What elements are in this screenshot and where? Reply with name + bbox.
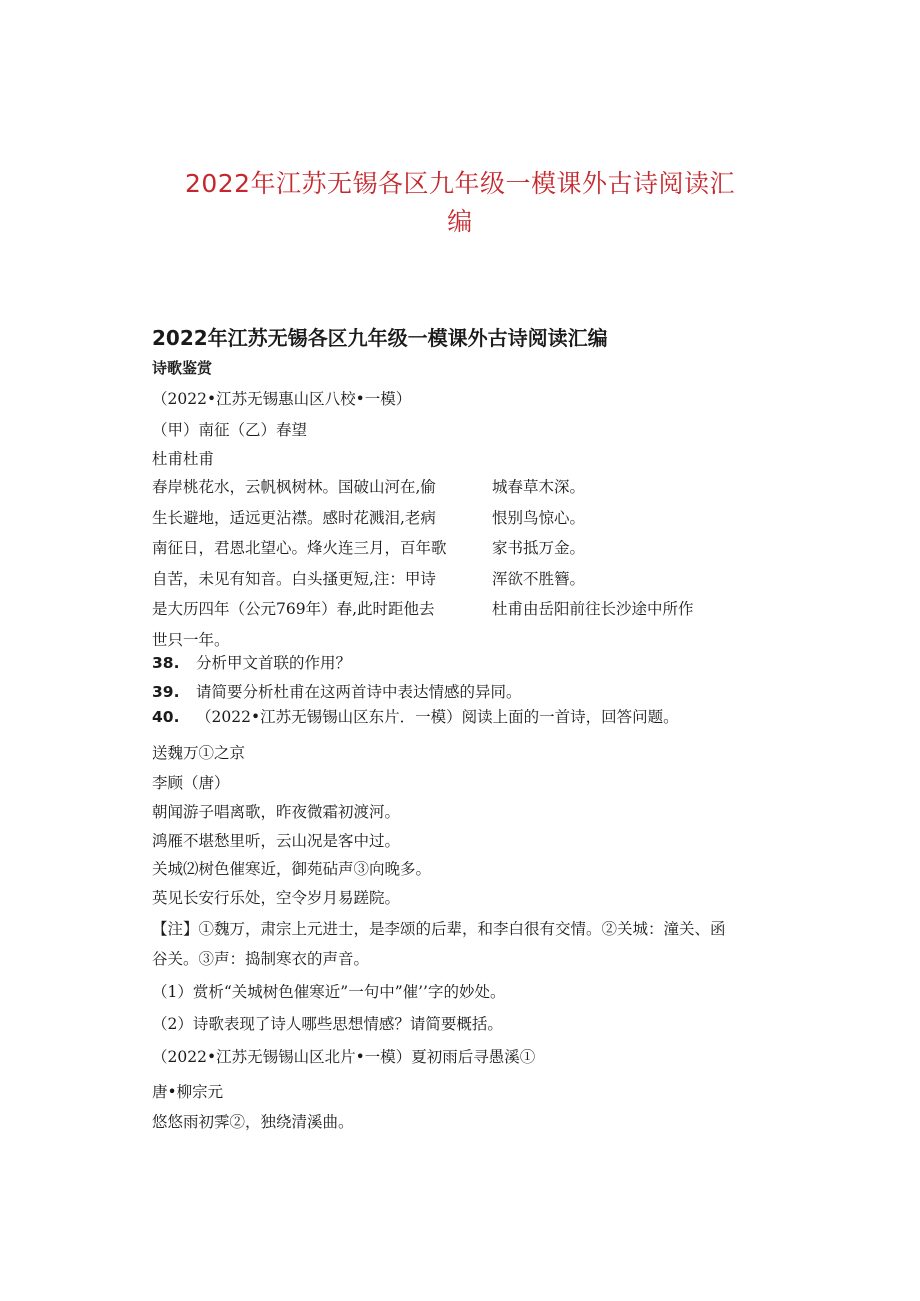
poem2-author: 李顾（唐）: [152, 774, 230, 792]
right-column-line: 恨别鸟惊心。: [492, 508, 586, 527]
question-text: （2022•江苏无锡锡山区东片．一模）阅读上面的一首诗，回答问题。: [196, 708, 679, 726]
question-40: [152, 705, 679, 727]
poem2-title: 送魏万①之京: [152, 744, 246, 762]
left-column-line: 自苦，未见有知音。白头搔更短,注：甲诗: [152, 569, 436, 588]
poem2-question-1: （1）赏析“关城树色催寒近”一句中”催’’字的妙处。: [152, 983, 506, 1001]
poem3-source-title: （2022•江苏无锡锡山区北片•一模）夏初雨后寻愚溪①: [152, 1048, 536, 1066]
poem2-line: 关城⑵树色催寒近，御苑砧声③向晚多。: [152, 860, 432, 878]
poem1-right-column: [492, 472, 722, 616]
subsection-label: 诗歌鉴赏: [152, 359, 213, 377]
left-column-line: 世只一年。: [152, 630, 230, 649]
left-column-line: 生长避地，适远更沾襟。感时花溅泪,老病: [152, 508, 436, 527]
poem2-line: 朝闻游子唱离歌，昨夜微霜初渡河。: [152, 803, 401, 821]
poem2-question-2: （2）诗歌表现了诗人哪些思想情感？请简要概括。: [152, 1015, 503, 1033]
right-column-line: 家书抵万金。: [492, 539, 586, 557]
poem2-line: 鸿雁不堪愁里听，云山况是客中过。: [152, 832, 401, 850]
poem3-author: 唐•柳宗元: [152, 1083, 224, 1101]
question-text: 请简要分析杜甫在这两首诗中表达情感的异同。: [196, 683, 522, 701]
poem1-titles: （甲）南征（乙）春望: [152, 421, 308, 439]
question-39: [152, 680, 522, 702]
left-column-line: 南征日，君恩北望心。烽火连三月，百年歌: [152, 539, 447, 557]
poem1-authors: 杜甫杜甫: [152, 450, 215, 468]
left-column-line: 春岸桃花水，云帆枫树林。国破山河在,偷: [152, 478, 436, 496]
poem1-left-column: [152, 472, 477, 655]
right-column-line: 杜甫由岳阳前往长沙途中所作: [492, 600, 694, 616]
question-number: 38.: [152, 654, 180, 672]
section-heading: 2022年江苏无锡各区九年级一模课外古诗阅读汇编: [152, 326, 608, 350]
question-number: 39.: [152, 683, 180, 701]
question-text: 分析甲文首联的作用？: [196, 654, 352, 672]
document-title: [150, 165, 770, 241]
poem3-line: 悠悠雨初霁②，独绕清溪曲。: [152, 1113, 354, 1131]
document-title-line-1: 2022年江苏无锡各区九年级一模课外古诗阅读汇: [184, 169, 736, 198]
poem2-annotation: 【注】①魏万，肃宗上元进士，是李颂的后辈，和李白很有交情。②关城：潼关、函谷关。③声：捣制寒衣的声音。: [152, 920, 726, 968]
poem2-line: 英见长安行乐处，空令岁月易蹉院。: [152, 889, 401, 907]
left-column-line: 是大历四年（公元769年）春,此时距他去: [152, 600, 435, 618]
question-number: 40.: [152, 708, 180, 726]
right-column-line: 浑欲不胜簪。: [492, 569, 586, 588]
poem1-source: （2022•江苏无锡惠山区八校•一模）: [152, 390, 412, 408]
right-column-line: 城春草木深。: [492, 478, 586, 496]
document-title-line-2: 编: [447, 207, 473, 236]
question-38: [152, 651, 351, 673]
